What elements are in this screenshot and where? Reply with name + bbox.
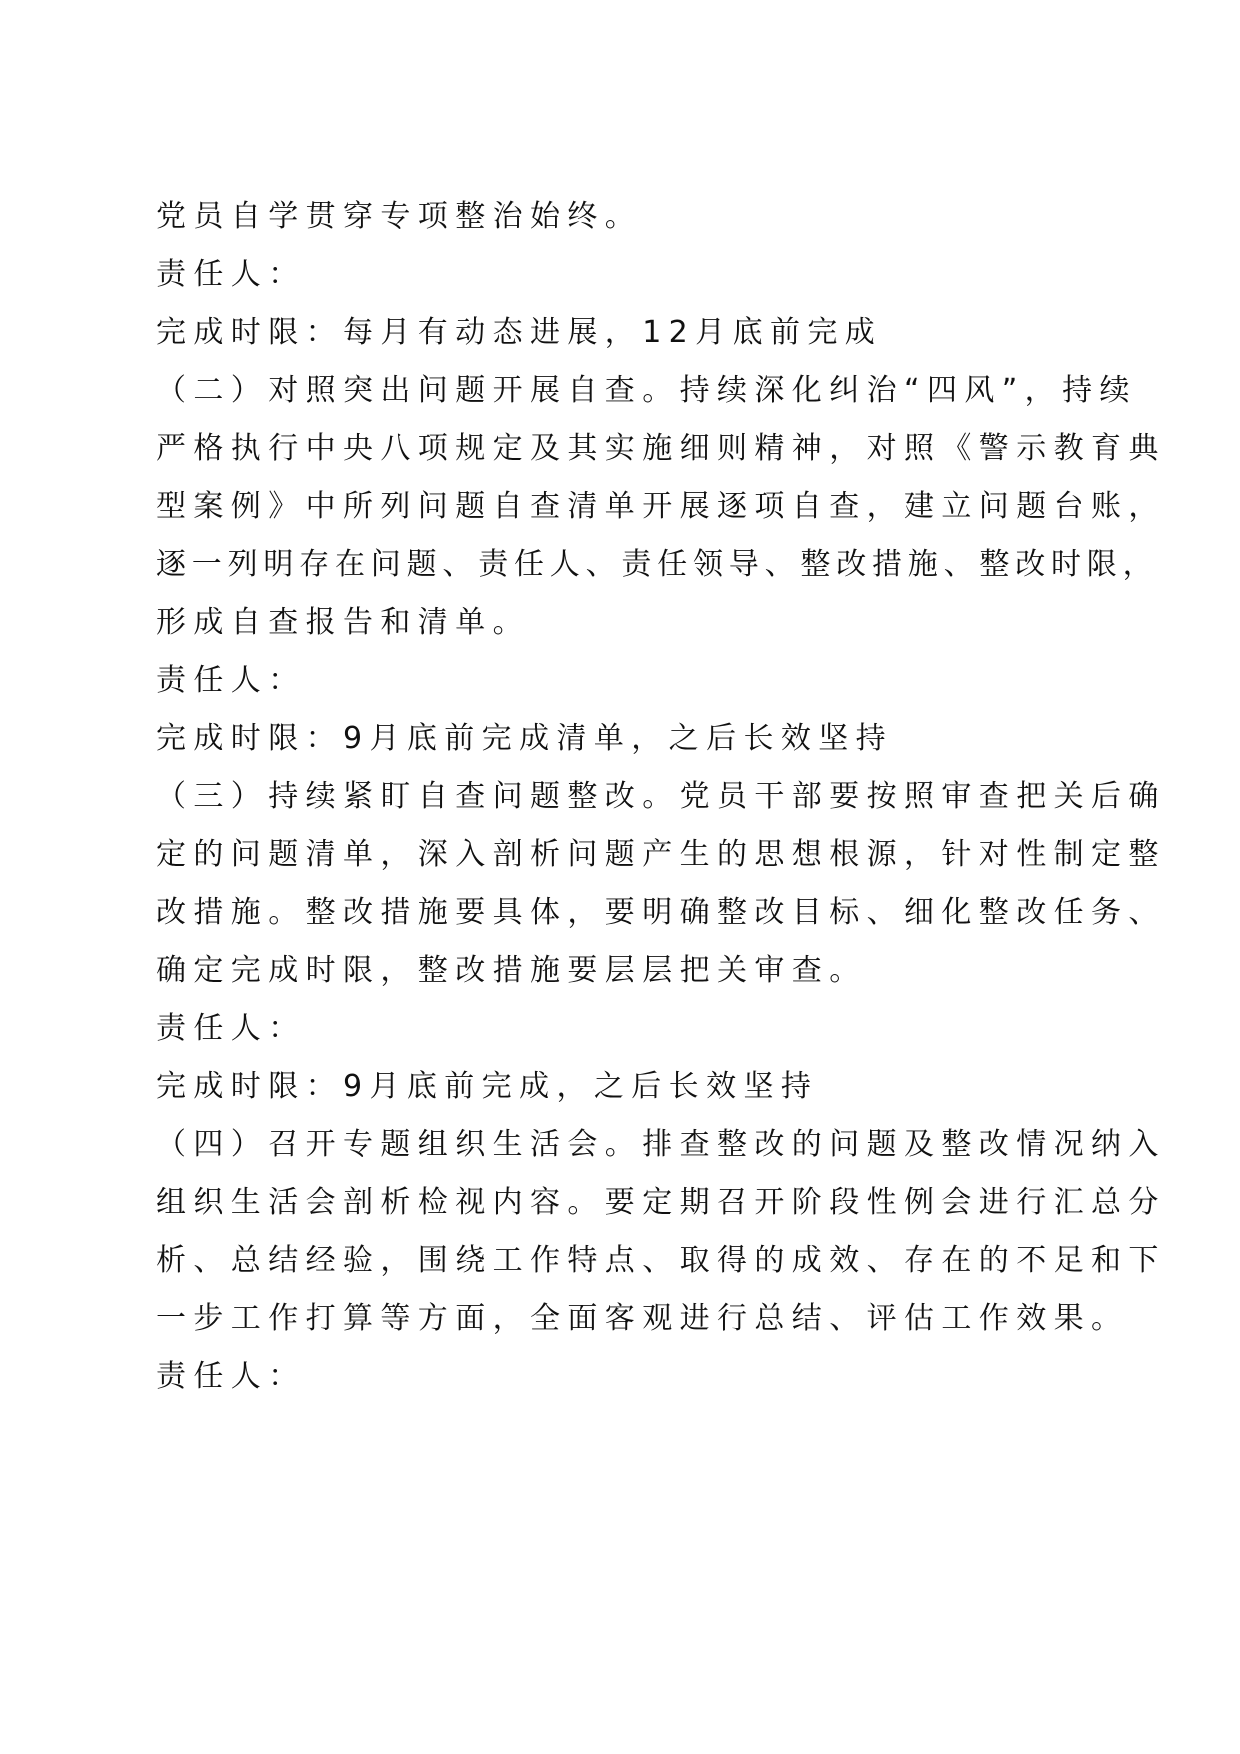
section-four-line: （四）召开专题组织生活会。排查整改的问题及整改情况纳入: [156, 1127, 1166, 1162]
section-four-line: 一步工作打算等方面，全面客观进行总结、评估工作效果。: [156, 1301, 1129, 1336]
responsible-person-label: 责任人：: [156, 1011, 306, 1046]
section-three-line: （三）持续紧盯自查问题整改。党员干部要按照审查把关后确: [156, 779, 1166, 814]
section-three-line: 改措施。整改措施要具体，要明确整改目标、细化整改任务、: [156, 895, 1166, 930]
deadline-line: 完成时限：9月底前完成清单，之后长效坚持: [156, 721, 894, 756]
deadline-line: 完成时限：每月有动态进展，12月底前完成: [156, 315, 883, 350]
paragraph-line: 党员自学贯穿专项整治始终。: [156, 199, 643, 234]
section-two-line: 形成自查报告和清单。: [156, 605, 530, 640]
section-two-line: 逐一列明存在问题、责任人、责任领导、整改措施、整改时限，: [156, 547, 1159, 582]
responsible-person-label: 责任人：: [156, 663, 306, 698]
section-three-line: 确定完成时限，整改措施要层层把关审查。: [156, 953, 867, 988]
section-two-line: 严格执行中央八项规定及其实施细则精神，对照《警示教育典: [156, 431, 1166, 466]
deadline-line: 完成时限：9月底前完成，之后长效坚持: [156, 1069, 819, 1104]
responsible-person-label: 责任人：: [156, 257, 306, 292]
section-four-line: 析、总结经验，围绕工作特点、取得的成效、存在的不足和下: [156, 1243, 1166, 1278]
document-body: [156, 188, 1166, 1406]
section-three-line: 定的问题清单，深入剖析问题产生的思想根源，针对性制定整: [156, 837, 1166, 872]
responsible-person-label: 责任人：: [156, 1359, 306, 1394]
section-two-line: （二）对照突出问题开展自查。持续深化纠治“四风”，持续: [156, 373, 1137, 408]
section-four-line: 组织生活会剖析检视内容。要定期召开阶段性例会进行汇总分: [156, 1185, 1166, 1220]
section-two-line: 型案例》中所列问题自查清单开展逐项自查，建立问题台账，: [156, 489, 1166, 524]
